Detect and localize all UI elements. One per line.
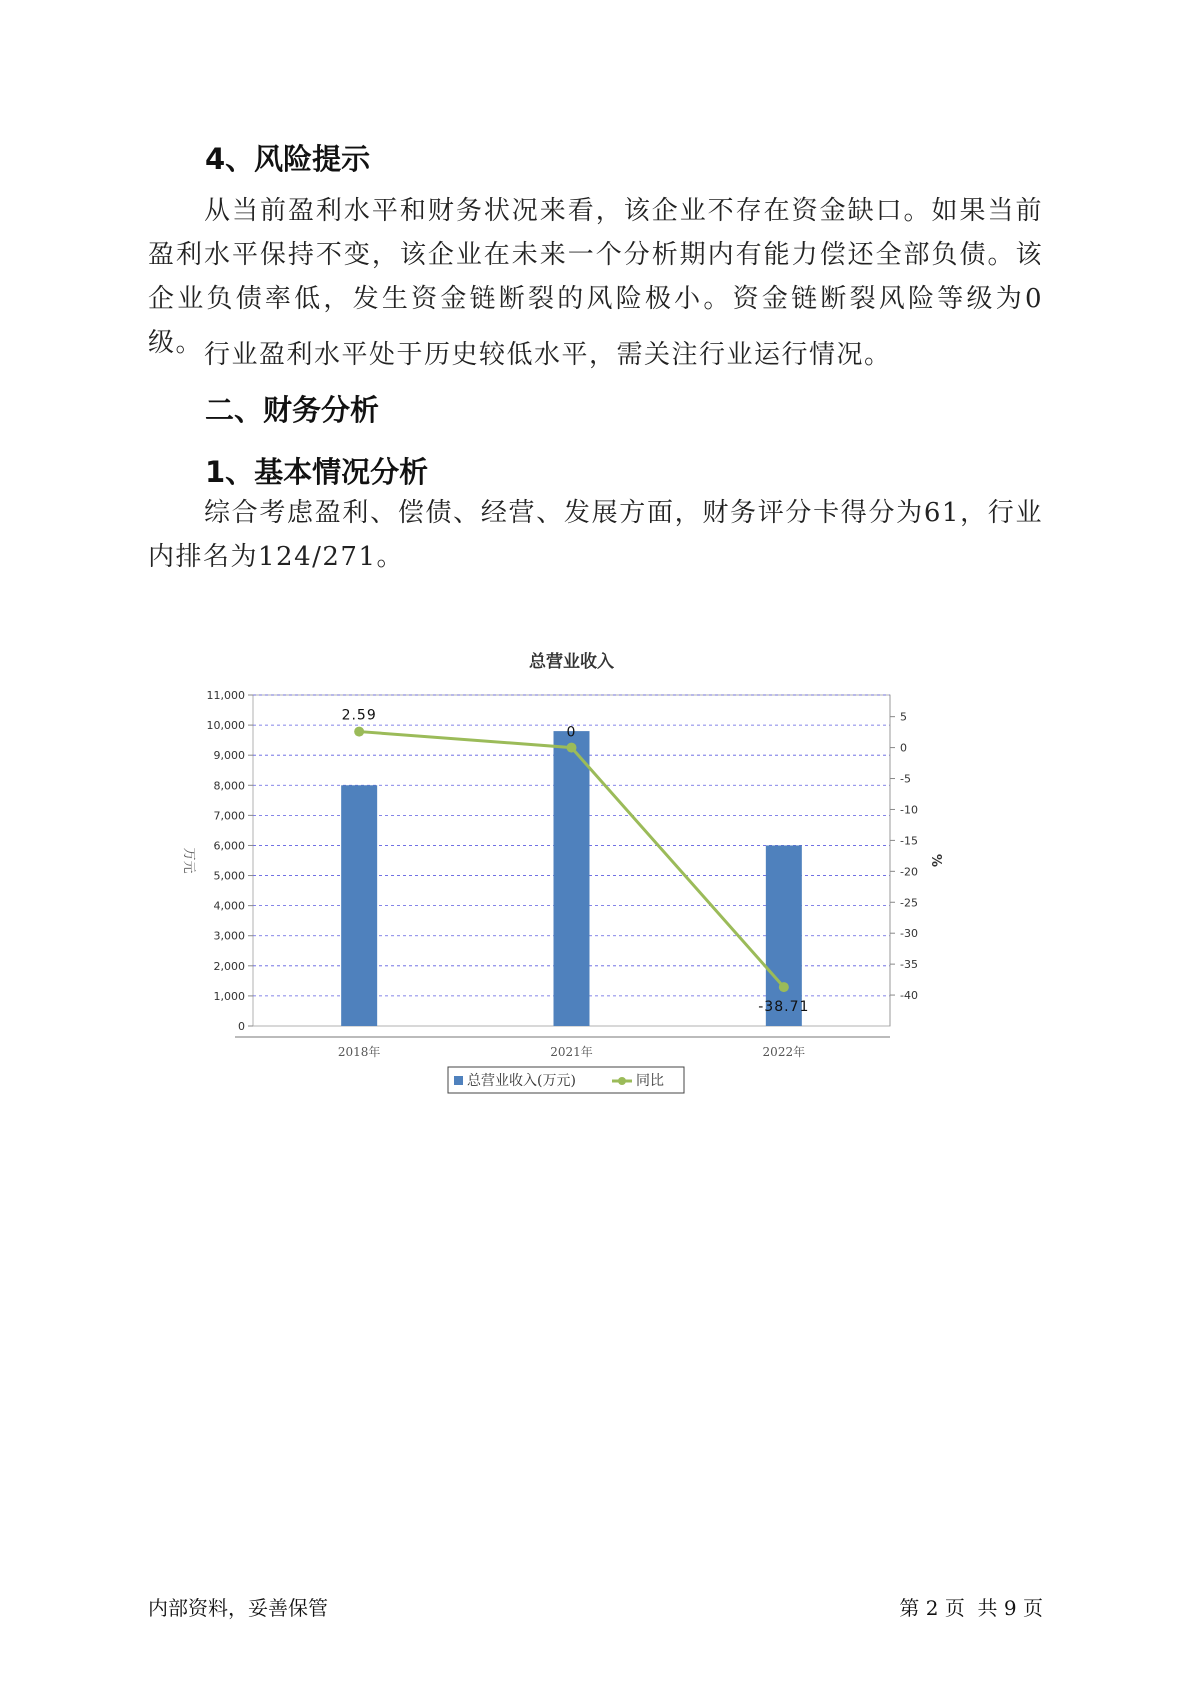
legend-swatch-yoy-dot (618, 1077, 626, 1085)
y2-tick-label: -25 (900, 896, 918, 910)
point-yoy-2022年 (779, 982, 789, 992)
y-tick-label: 7,000 (213, 809, 245, 823)
revenue-chart-svg (170, 640, 970, 1110)
risk-heading: 4、风险提示 (205, 142, 371, 176)
y2-tick-label: -20 (900, 865, 918, 879)
y2-tick-label: -30 (900, 927, 918, 941)
x-tick-label: 2018年 (337, 1045, 381, 1059)
y-tick-label: 8,000 (213, 779, 245, 793)
y2-tick-label: -35 (900, 958, 918, 972)
data-label-yoy: -38.71 (758, 999, 810, 1016)
y2-tick-label: -15 (900, 834, 918, 848)
legend-label-revenue: 总营业收入(万元) (467, 1073, 576, 1089)
y2-tick-label: -40 (900, 989, 918, 1003)
point-yoy-2021年 (567, 743, 577, 753)
finance-heading: 二、财务分析 (205, 393, 380, 427)
footer-page-text: 第 2 页 共 9 页 (899, 1596, 1043, 1620)
y2-tick-label: -10 (900, 803, 918, 817)
y-tick-label: 9,000 (213, 749, 245, 763)
legend-label-yoy: 同比 (636, 1073, 664, 1089)
y-tick-label: 10,000 (206, 719, 245, 733)
legend-swatch-revenue (454, 1076, 463, 1085)
bar-revenue-2021年 (554, 731, 590, 1026)
data-label-yoy: 0 (566, 724, 577, 741)
score-paragraph: 综合考虑盈利、偿债、经营、发展方面，财务评分卡得分为61，行业内排名为124/271。 (148, 498, 1043, 572)
footer-confidential: 内部资料，妥善保管 (148, 1596, 328, 1620)
bar-revenue-2018年 (341, 785, 377, 1026)
y-tick-label: 11,000 (206, 689, 245, 702)
point-yoy-2018年 (354, 727, 364, 737)
y2-tick-label: 5 (900, 710, 907, 724)
y-tick-label: 4,000 (213, 899, 245, 913)
y-axis-title: 万元 (181, 847, 196, 874)
chart-title: 总营业收入 (529, 652, 614, 672)
y-tick-label: 1,000 (213, 989, 245, 1003)
revenue-chart (170, 640, 970, 1110)
x-tick-label: 2022年 (762, 1045, 806, 1059)
data-label-yoy: 2.59 (341, 707, 377, 724)
y2-tick-label: -5 (900, 772, 911, 786)
y-tick-label: 3,000 (213, 929, 245, 943)
industry-paragraph: 行业盈利水平处于历史较低水平，需关注行业运行情况。 (204, 340, 892, 370)
y-tick-label: 6,000 (213, 839, 245, 853)
y2-axis-title: % (928, 853, 943, 868)
y-tick-label: 0 (238, 1020, 245, 1033)
y-tick-label: 5,000 (213, 869, 245, 883)
basic-analysis-heading: 1、基本情况分析 (205, 455, 429, 489)
footer-page-number (899, 1592, 1043, 1621)
y2-tick-label: 0 (900, 741, 907, 755)
y-tick-label: 2,000 (213, 959, 245, 973)
risk-paragraph: 从当前盈利水平和财务状况来看，该企业不存在资金缺口。如果当前盈利水平保持不变，该企业在未来一个分析期内有能力偿还全部负债。该企业负债率低，发生资金链断裂的风险极小。资金链断裂风险等级为0级。 (148, 196, 1043, 358)
x-tick-label: 2021年 (550, 1045, 593, 1059)
